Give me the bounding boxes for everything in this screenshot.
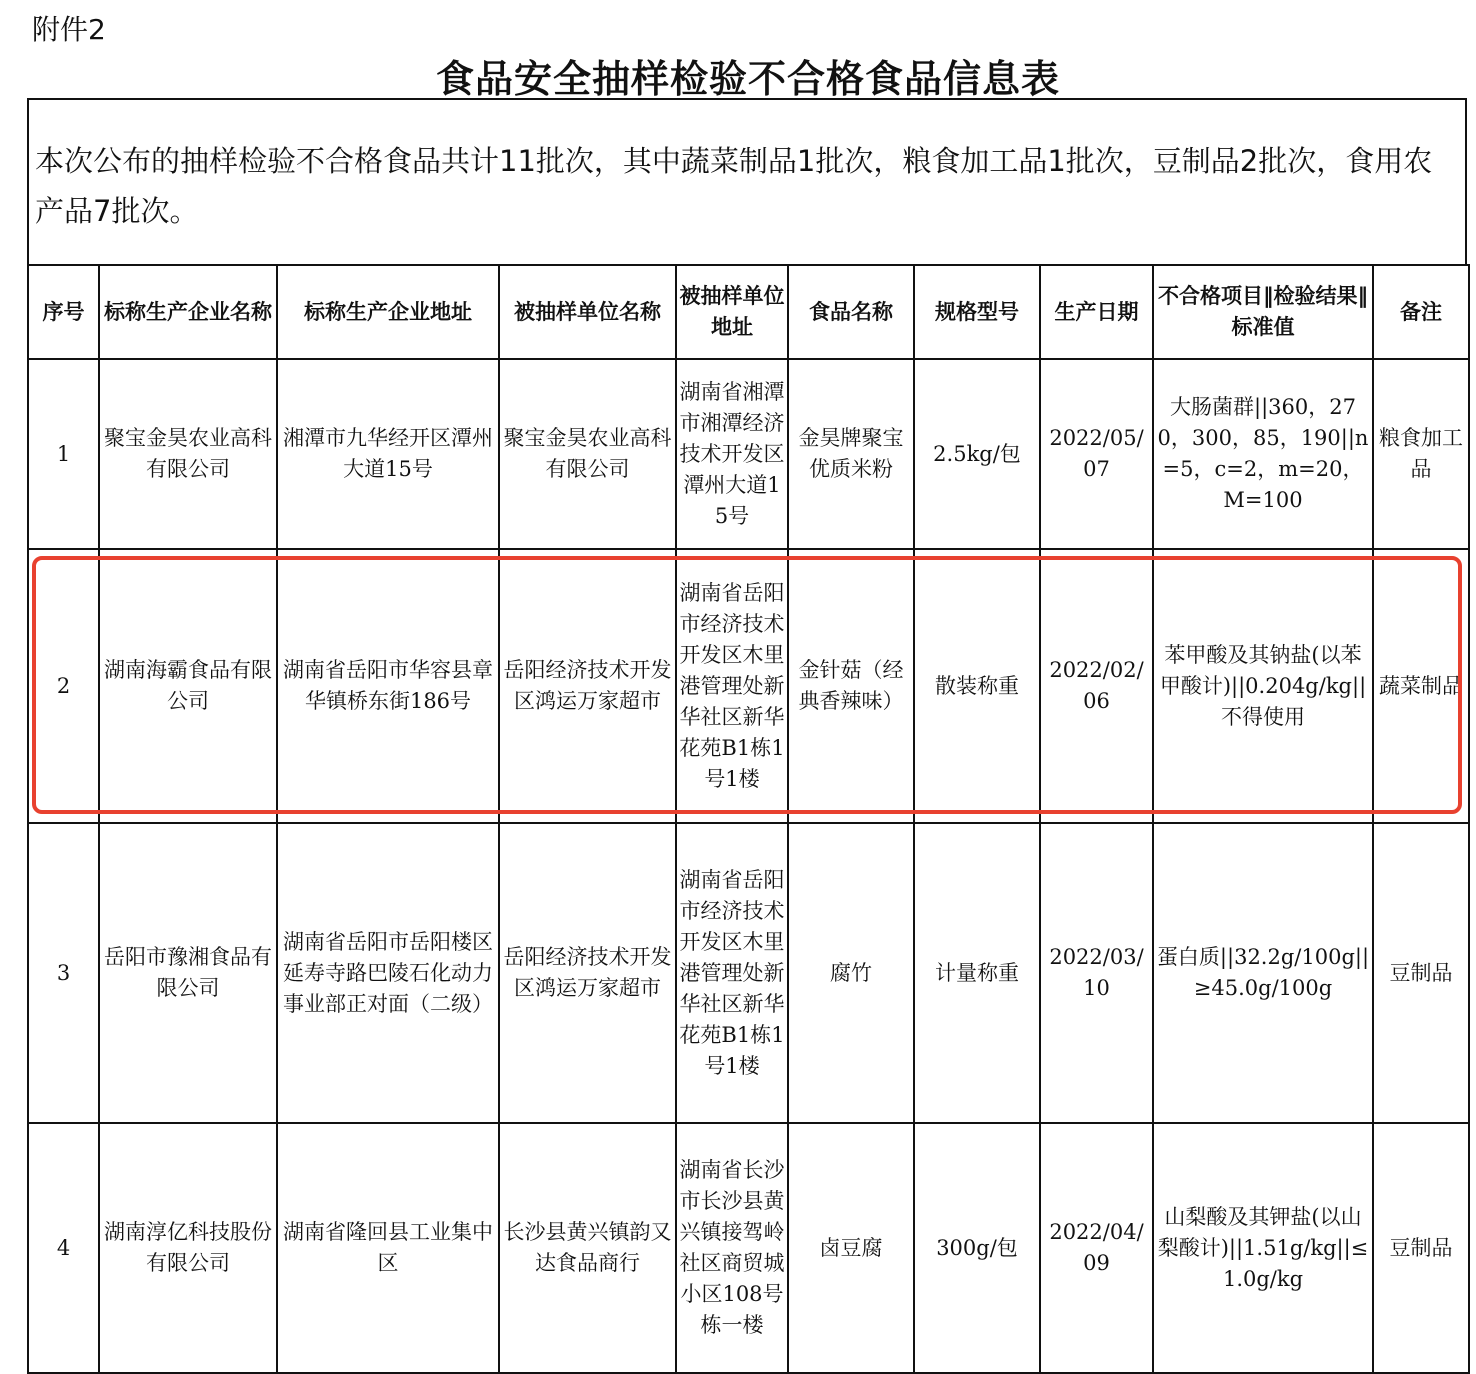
cell-sampled-unit-address: 湖南省岳阳市经济技术开发区木里港管理处新华社区新华花苑B1栋1号1楼	[676, 823, 788, 1123]
table-header-row	[28, 265, 1469, 359]
header-index: 序号	[28, 265, 99, 359]
cell-manufacturer-address: 湖南省隆回县工业集中区	[277, 1123, 499, 1373]
cell-spec: 计量称重	[914, 823, 1040, 1123]
page-title: 食品安全抽样检验不合格食品信息表	[435, 57, 1060, 101]
cell-sampled-unit-address: 湖南省岳阳市经济技术开发区木里港管理处新华社区新华花苑B1栋1号1楼	[676, 549, 788, 823]
cell-remarks: 豆制品	[1373, 1123, 1469, 1373]
header-spec: 规格型号	[914, 265, 1040, 359]
cell-manufacturer-address: 湖南省岳阳市岳阳楼区延寿寺路巴陵石化动力事业部正对面（二级）	[277, 823, 499, 1123]
cell-spec: 2.5kg/包	[914, 359, 1040, 549]
cell-food-name: 卤豆腐	[788, 1123, 914, 1373]
header-failed-item: 不合格项目‖检验结果‖标准值	[1153, 265, 1373, 359]
header-production-date: 生产日期	[1040, 265, 1153, 359]
cell-failed-item: 大肠菌群||360，270，300，85，190||n=5，c=2，m=20，M=100	[1153, 359, 1373, 549]
cell-manufacturer-address: 湘潭市九华经开区潭州大道15号	[277, 359, 499, 549]
cell-remarks: 豆制品	[1373, 823, 1469, 1123]
header-sampled-unit-name: 被抽样单位名称	[499, 265, 676, 359]
table-row	[28, 549, 1469, 823]
cell-index: 1	[28, 359, 99, 549]
header-remarks: 备注	[1373, 265, 1469, 359]
cell-production-date: 2022/04/09	[1040, 1123, 1153, 1373]
cell-manufacturer-name: 岳阳市豫湘食品有限公司	[99, 823, 277, 1123]
cell-remarks: 粮食加工品	[1373, 359, 1469, 549]
cell-sampled-unit-name: 岳阳经济技术开发区鸿运万家超市	[499, 549, 676, 823]
cell-index: 4	[28, 1123, 99, 1373]
header-manufacturer-address: 标称生产企业地址	[277, 265, 499, 359]
cell-sampled-unit-name: 岳阳经济技术开发区鸿运万家超市	[499, 823, 676, 1123]
table-row	[28, 359, 1469, 549]
cell-failed-item: 山梨酸及其钾盐(以山梨酸计)||1.51g/kg||≤1.0g/kg	[1153, 1123, 1373, 1373]
cell-manufacturer-address: 湖南省岳阳市华容县章华镇桥东街186号	[277, 549, 499, 823]
cell-manufacturer-name: 湖南海霸食品有限公司	[99, 549, 277, 823]
header-manufacturer-name: 标称生产企业名称	[99, 265, 277, 359]
cell-food-name: 金昊牌聚宝优质米粉	[788, 359, 914, 549]
cell-index: 3	[28, 823, 99, 1123]
header-food-name: 食品名称	[788, 265, 914, 359]
cell-spec: 散装称重	[914, 549, 1040, 823]
cell-sampled-unit-address: 湖南省长沙市长沙县黄兴镇接驾岭社区商贸城小区108号栋一楼	[676, 1123, 788, 1373]
cell-production-date: 2022/02/06	[1040, 549, 1153, 823]
cell-remarks: 蔬菜制品	[1373, 549, 1469, 823]
table-row	[28, 1123, 1469, 1373]
cell-production-date: 2022/05/07	[1040, 359, 1153, 549]
header-sampled-unit-address: 被抽样单位地址	[676, 265, 788, 359]
summary-text: 本次公布的抽样检验不合格食品共计11批次，其中蔬菜制品1批次，粮食加工品1批次，豆制品2批次，食用农产品7批次。	[27, 98, 1467, 264]
table-row	[28, 823, 1469, 1123]
cell-production-date: 2022/03/10	[1040, 823, 1153, 1123]
cell-index: 2	[28, 549, 99, 823]
unqualified-food-table	[27, 264, 1470, 1374]
cell-manufacturer-name: 聚宝金昊农业高科有限公司	[99, 359, 277, 549]
cell-sampled-unit-name: 聚宝金昊农业高科有限公司	[499, 359, 676, 549]
cell-sampled-unit-name: 长沙县黄兴镇韵又达食品商行	[499, 1123, 676, 1373]
cell-sampled-unit-address: 湖南省湘潭市湘潭经济技术开发区潭州大道15号	[676, 359, 788, 549]
attachment-label: 附件2	[32, 13, 106, 46]
cell-spec: 300g/包	[914, 1123, 1040, 1373]
cell-food-name: 金针菇（经典香辣味）	[788, 549, 914, 823]
cell-failed-item: 蛋白质||32.2g/100g||≥45.0g/100g	[1153, 823, 1373, 1123]
cell-manufacturer-name: 湖南淳亿科技股份有限公司	[99, 1123, 277, 1373]
cell-failed-item: 苯甲酸及其钠盐(以苯甲酸计)||0.204g/kg||不得使用	[1153, 549, 1373, 823]
cell-food-name: 腐竹	[788, 823, 914, 1123]
